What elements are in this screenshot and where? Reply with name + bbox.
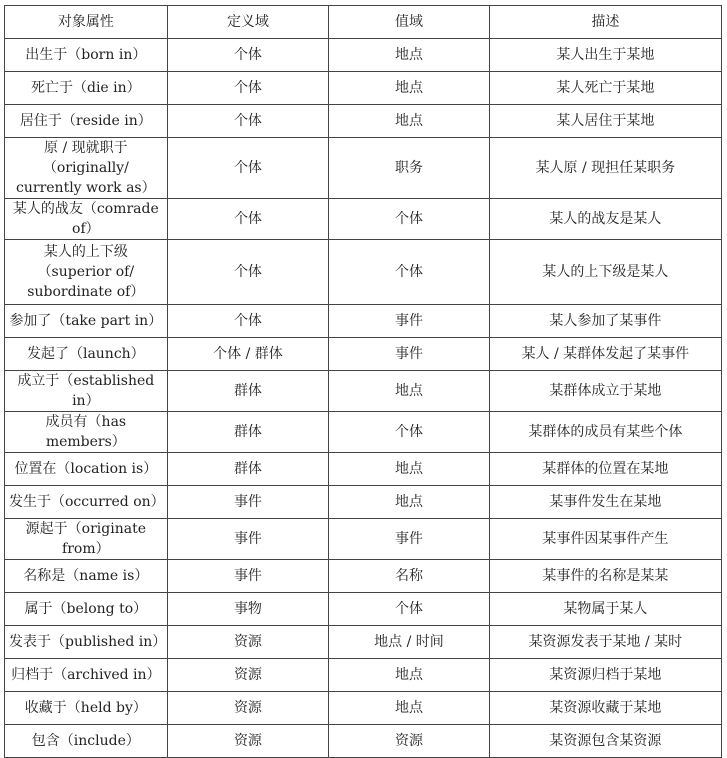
cell-description: 某事件因某事件产生: [489, 519, 721, 560]
cell-domain: 事件: [167, 560, 329, 593]
cell-range: 地点: [329, 105, 490, 138]
cell-description: 某人原 / 现担任某职务: [489, 138, 721, 199]
cell-domain: 个体 / 群体: [167, 338, 329, 371]
cell-range: 地点: [329, 659, 490, 692]
cell-range: 个体: [329, 240, 490, 305]
cell-property: 居住于（reside in）: [5, 105, 168, 138]
cell-range: 资源: [329, 725, 490, 758]
cell-description: 某人居住于某地: [489, 105, 721, 138]
cell-description: 某事件发生在某地: [489, 486, 721, 519]
cell-description: 某人的战友是某人: [489, 199, 721, 240]
cell-description: 某人的上下级是某人: [489, 240, 721, 305]
cell-range: 地点: [329, 72, 490, 105]
cell-property: 收藏于（held by）: [5, 692, 168, 725]
cell-domain: 事件: [167, 519, 329, 560]
header-object-property: 对象属性: [5, 6, 168, 39]
cell-property: 源起于（originate from）: [5, 519, 168, 560]
table-row: [5, 105, 722, 138]
cell-domain: 个体: [167, 199, 329, 240]
cell-description: 某资源收藏于某地: [489, 692, 721, 725]
cell-description: 某人参加了某事件: [489, 305, 721, 338]
cell-property: 发生于（occurred on）: [5, 486, 168, 519]
cell-domain: 个体: [167, 240, 329, 305]
cell-property: 某人的上下级（superior of/ subordinate of）: [5, 240, 168, 305]
table-row: [5, 659, 722, 692]
cell-description: 某群体成立于某地: [489, 371, 721, 412]
cell-range: 事件: [329, 305, 490, 338]
header-domain: 定义域: [167, 6, 329, 39]
cell-domain: 群体: [167, 453, 329, 486]
cell-domain: 事物: [167, 593, 329, 626]
cell-domain: 资源: [167, 659, 329, 692]
cell-property: 成立于（established in）: [5, 371, 168, 412]
cell-domain: 个体: [167, 105, 329, 138]
table-row: [5, 626, 722, 659]
table-row: [5, 338, 722, 371]
cell-domain: 群体: [167, 371, 329, 412]
header-range: 值域: [329, 6, 490, 39]
table-row: [5, 725, 722, 758]
cell-range: 职务: [329, 138, 490, 199]
cell-range: 地点: [329, 692, 490, 725]
cell-domain: 事件: [167, 486, 329, 519]
cell-range: 地点: [329, 371, 490, 412]
cell-range: 事件: [329, 519, 490, 560]
cell-range: 地点: [329, 486, 490, 519]
cell-property: 归档于（archived in）: [5, 659, 168, 692]
table-row: [5, 72, 722, 105]
cell-description: 某物属于某人: [489, 593, 721, 626]
cell-description: 某群体的成员有某些个体: [489, 412, 721, 453]
cell-property: 属于（belong to）: [5, 593, 168, 626]
cell-range: 名称: [329, 560, 490, 593]
table-row: [5, 138, 722, 199]
table-row: [5, 199, 722, 240]
cell-domain: 资源: [167, 692, 329, 725]
cell-range: 事件: [329, 338, 490, 371]
cell-range: 地点: [329, 39, 490, 72]
cell-description: 某资源归档于某地: [489, 659, 721, 692]
cell-domain: 个体: [167, 72, 329, 105]
table-row: [5, 486, 722, 519]
cell-property: 出生于（born in）: [5, 39, 168, 72]
cell-description: 某资源发表于某地 / 某时: [489, 626, 721, 659]
cell-property: 参加了（take part in）: [5, 305, 168, 338]
table-row: [5, 39, 722, 72]
cell-domain: 个体: [167, 305, 329, 338]
table-row: [5, 240, 722, 305]
cell-description: 某人死亡于某地: [489, 72, 721, 105]
cell-range: 个体: [329, 199, 490, 240]
cell-domain: 群体: [167, 412, 329, 453]
table-row: [5, 453, 722, 486]
cell-range: 地点: [329, 453, 490, 486]
table-header-row: [5, 6, 722, 39]
cell-property: 发起了（launch）: [5, 338, 168, 371]
cell-range: 地点 / 时间: [329, 626, 490, 659]
cell-description: 某人出生于某地: [489, 39, 721, 72]
cell-domain: 资源: [167, 626, 329, 659]
cell-property: 位置在（location is）: [5, 453, 168, 486]
cell-description: 某资源包含某资源: [489, 725, 721, 758]
cell-description: 某人 / 某群体发起了某事件: [489, 338, 721, 371]
cell-property: 死亡于（die in）: [5, 72, 168, 105]
table-row: [5, 305, 722, 338]
ontology-property-table: [4, 5, 722, 758]
table-row: [5, 560, 722, 593]
table-row: [5, 593, 722, 626]
cell-domain: 个体: [167, 138, 329, 199]
cell-property: 名称是（name is）: [5, 560, 168, 593]
table-row: [5, 371, 722, 412]
table-row: [5, 412, 722, 453]
table-row: [5, 519, 722, 560]
cell-domain: 个体: [167, 39, 329, 72]
cell-range: 个体: [329, 593, 490, 626]
cell-property: 某人的战友（comrade of）: [5, 199, 168, 240]
table-row: [5, 692, 722, 725]
cell-domain: 资源: [167, 725, 329, 758]
cell-range: 个体: [329, 412, 490, 453]
cell-property: 原 / 现就职于（originally/ currently work as）: [5, 138, 168, 199]
cell-property: 成员有（has members）: [5, 412, 168, 453]
cell-property: 包含（include）: [5, 725, 168, 758]
cell-description: 某群体的位置在某地: [489, 453, 721, 486]
cell-property: 发表于（published in）: [5, 626, 168, 659]
header-description: 描述: [489, 6, 721, 39]
cell-description: 某事件的名称是某某: [489, 560, 721, 593]
